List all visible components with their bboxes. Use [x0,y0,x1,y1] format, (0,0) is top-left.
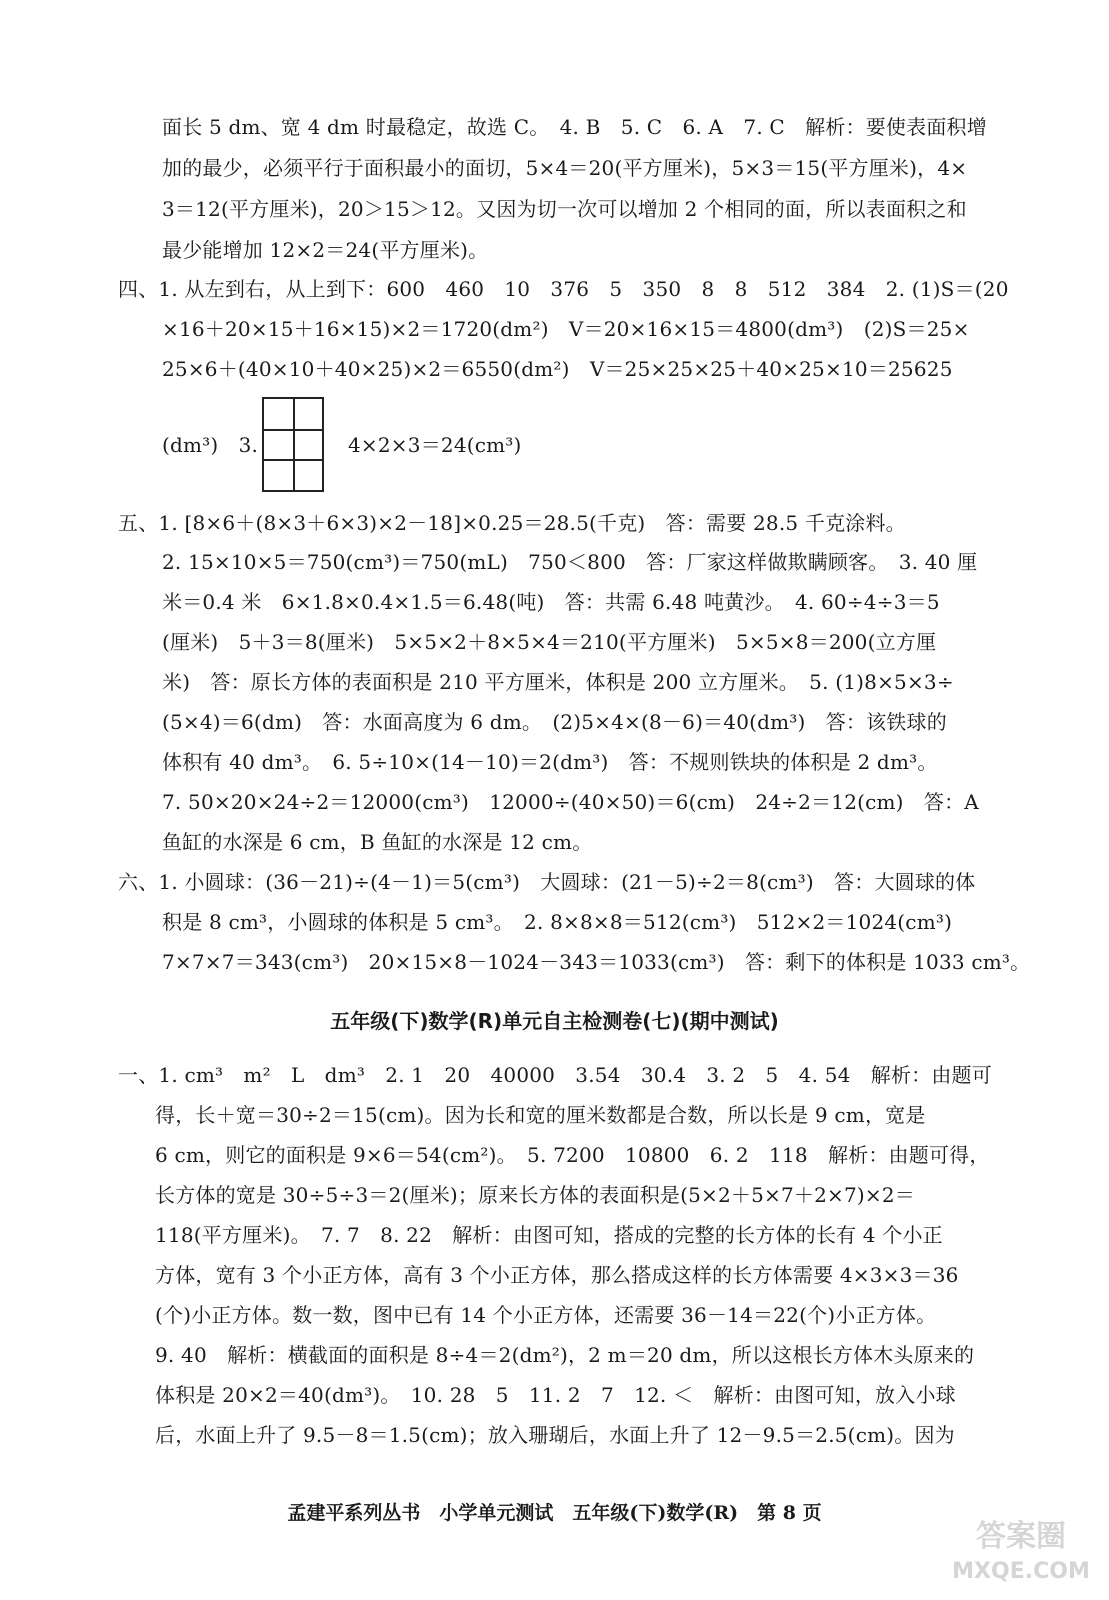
text-line: 面长 5 dm、宽 4 dm 时最稳定，故选 C。 4. B 5. C 6. A 7. C 解析：要使表面积增 [162,115,987,139]
text-line: ×16＋20×15＋16×15)×2＝1720(dm²) V＝20×16×15＝4800(dm³) (2)S＝25× [162,317,970,341]
text-line: 米＝0.4 米 6×1.8×0.4×1.5＝6.48(吨) 答：共需 6.48 吨黄沙。 4. 60÷4÷3＝5 [162,590,940,614]
text-line: 体积是 20×2＝40(dm³)。 10. 28 5 11. 2 7 12. ＜ 解析：由图可知，放入小球 [155,1383,956,1407]
text-line: (dm³) 3. [162,433,259,457]
text-line: 六、1. 小圆球：(36－21)÷(4－1)＝5(cm³) 大圆球：(21－5)÷2＝8(cm³) 答：大圆球的体 [118,870,976,894]
text-line: 最少能增加 12×2＝24(平方厘米)。 [162,238,489,262]
text-line: 6 cm，则它的面积是 9×6＝54(cm²)。 5. 7200 10800 6. 2 118 解析：由题可得， [155,1143,990,1167]
watermark-logo [941,1512,1101,1592]
text-line: 米) 答：原长方体的表面积是 210 平方厘米，体积是 200 立方厘米。 5. (1)8×5×3÷ [162,670,954,694]
page-footer: 孟建平系列丛书 小学单元测试 五年级(下)数学(R) 第 8 页 [287,1502,822,1524]
text-line: (5×4)＝6(dm) 答：水面高度为 6 dm。 (2)5×4×(8－6)＝40(dm³) 答：该铁球的 [162,710,947,734]
svg-text:MXQE.COM: MXQE.COM [952,1559,1090,1584]
text-line: 4×2×3＝24(cm³) [348,433,522,457]
text-line: 2. 15×10×5＝750(cm³)＝750(mL) 750＜800 答：厂家这样做欺瞒顾客。 3. 40 厘 [162,550,978,574]
text-line: 3＝12(平方厘米)，20＞15＞12。又因为切一次可以增加 2 个相同的面，所以表面积之和 [162,197,967,221]
text-line: 四、1. 从左到右，从上到下：600 460 10 376 5 350 8 8 512 384 2. (1)S＝(20 [118,277,1009,301]
text-line: 7. 50×20×24÷2＝12000(cm³) 12000÷(40×50)＝6(cm) 24÷2＝12(cm) 答：A [162,790,979,814]
text-line: 方体，宽有 3 个小正方体，高有 3 个小正方体，那么搭成这样的长方体需要 4×3×3＝36 [155,1263,959,1287]
text-line: 五、1. [8×6＋(8×3＋6×3)×2－18]×0.25＝28.5(千克) 答：需要 28.5 千克涂料。 [118,511,906,535]
section-title: 五年级(下)数学(R)单元自主检测卷(七)(期中测试) [330,1009,779,1033]
text-line: 25×6＋(40×10＋40×25)×2＝6550(dm²) V＝25×25×25＋40×25×10＝25625 [162,357,953,381]
cuboid-net-figure [262,397,324,492]
text-line: (个)小正方体。数一数，图中已有 14 个小正方体，还需要 36－14＝22(个)小正方体。 [155,1303,937,1327]
text-line: 9. 40 解析：横截面的面积是 8÷4＝2(dm²)，2 m＝20 dm，所以这根长方体木头原来的 [155,1343,975,1367]
text-line: 7×7×7＝343(cm³) 20×15×8－1024－343＝1033(cm³) 答：剩下的体积是 1033 cm³。 [162,950,1031,974]
text-line: 长方体的宽是 30÷5÷3＝2(厘米)；原来长方体的表面积是(5×2＋5×7＋2×7)×2＝ [155,1183,916,1207]
text-line: 积是 8 cm³，小圆球的体积是 5 cm³。 2. 8×8×8＝512(cm³) 512×2＝1024(cm³) [162,910,953,934]
text-line: 加的最少，必须平行于面积最小的面切，5×4＝20(平方厘米)，5×3＝15(平方厘米)，4× [162,156,968,180]
text-line: 体积有 40 dm³。 6. 5÷10×(14－10)＝2(dm³) 答：不规则铁块的体积是 2 dm³。 [162,750,938,774]
text-line: 一、1. cm³ m² L dm³ 2. 1 20 40000 3.54 30.4 3. 2 5 4. 54 解析：由题可 [118,1063,992,1087]
text-line: 得，长＋宽＝30÷2＝15(cm)。因为长和宽的厘米数都是合数，所以长是 9 cm，宽是 [155,1103,926,1127]
text-line: (厘米) 5＋3＝8(厘米) 5×5×2＋8×5×4＝210(平方厘米) 5×5×8＝200(立方厘 [162,630,937,654]
svg-text:答案圈: 答案圈 [976,1519,1066,1554]
text-line: 后，水面上升了 9.5－8＝1.5(cm)；放入珊瑚后，水面上升了 12－9.5＝2.5(cm)。因为 [155,1423,955,1447]
text-line: 鱼缸的水深是 6 cm，B 鱼缸的水深是 12 cm。 [162,830,593,854]
text-line: 118(平方厘米)。 7. 7 8. 22 解析：由图可知，搭成的完整的长方体的长有 4 个小正 [155,1223,943,1247]
